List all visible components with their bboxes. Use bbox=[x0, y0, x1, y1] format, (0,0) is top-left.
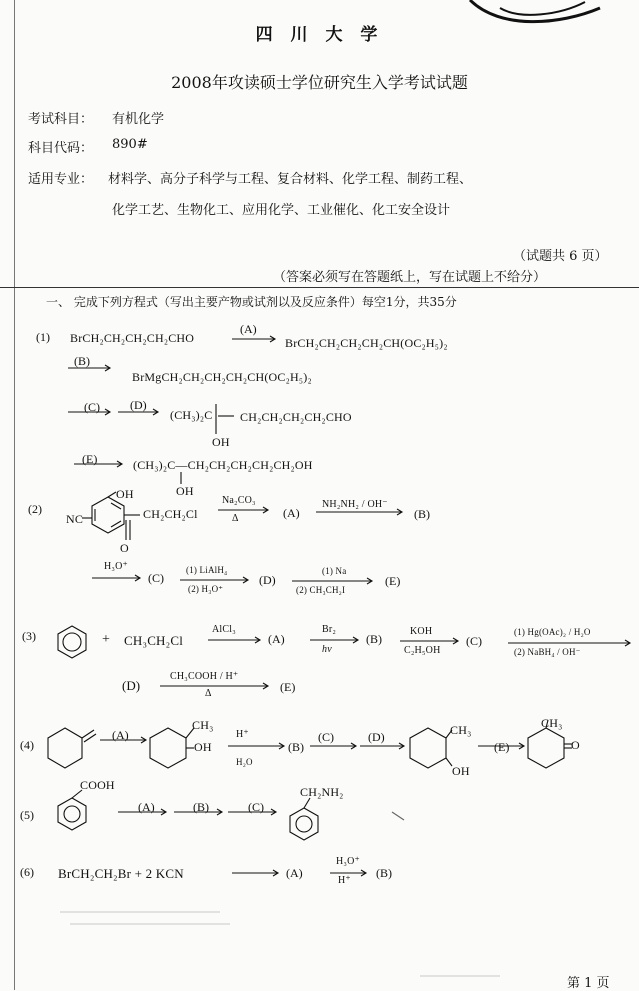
q1-label-e: (E) bbox=[82, 452, 98, 466]
q3-catalyst: AlCl₃ bbox=[212, 624, 236, 635]
q4-acid: H⁺ bbox=[236, 729, 249, 740]
q2-label-a: (A) bbox=[283, 506, 300, 520]
q1-product-3b: CH₂CH₂CH₂CH₂CHO bbox=[240, 410, 352, 424]
q4-label-d: (D) bbox=[368, 730, 385, 744]
q1-label-a: (A) bbox=[240, 322, 257, 336]
q1-number: (1) bbox=[36, 330, 50, 344]
q3-koh: KOH bbox=[410, 626, 433, 637]
page-number: 第 1 页 bbox=[567, 976, 610, 991]
q3-label-e: (E) bbox=[280, 680, 296, 694]
q3-light: hν bbox=[322, 644, 332, 655]
subject-label: 考试科目： bbox=[28, 112, 94, 127]
q2-nitrile: NC bbox=[66, 512, 84, 526]
q4-methyl-1: CH₃ bbox=[192, 718, 214, 732]
q2-label-d: (D) bbox=[259, 573, 276, 587]
q6-number: (6) bbox=[20, 865, 34, 879]
q3-reagent-3: CH₃COOH / H⁺ bbox=[170, 671, 239, 682]
q1-product-1: BrCH₂CH₂CH₂CH₂CH(OC₂H₅)₂ bbox=[285, 336, 448, 350]
majors-line-1: 材料学、高分子科学与工程、复合材料、化学工程、制药工程、 bbox=[108, 172, 473, 187]
q3-bromine: Br₂ bbox=[322, 624, 337, 635]
q2-hydroxyl: OH bbox=[116, 487, 134, 501]
q4-label-b: (B) bbox=[288, 740, 304, 754]
q2-number: (2) bbox=[28, 502, 42, 516]
q3-plus: + bbox=[102, 632, 110, 647]
q5-label-b: (B) bbox=[193, 800, 209, 814]
q3-label-a: (A) bbox=[268, 632, 285, 646]
q2-reagent-1: Na₂CO₃ bbox=[222, 495, 256, 506]
q4-methyl-2: CH₃ bbox=[450, 723, 472, 737]
q4-water: H₂O bbox=[236, 757, 253, 767]
q6-equation: BrCH₂CH₂Br + 2 KCN bbox=[58, 866, 184, 881]
q1-product-3a: (CH₃)₂C bbox=[170, 408, 213, 422]
q3-label-b: (B) bbox=[366, 632, 382, 646]
q1-product-4: (CH₃)₂C—CH₂CH₂CH₂CH₂CH₂OH bbox=[133, 458, 313, 472]
q5-label-c: (C) bbox=[248, 800, 264, 814]
q3-reagent: CH₃CH₂Cl bbox=[124, 633, 184, 648]
q3-label-d: (D) bbox=[122, 678, 141, 693]
q1-start: BrCH₂CH₂CH₂CH₂CHO bbox=[70, 331, 195, 345]
q2-reagent-4b: (2) CH₃CH₂I bbox=[296, 585, 346, 595]
q6-label-a: (A) bbox=[286, 866, 303, 880]
q4-hydroxyl-2: OH bbox=[452, 764, 470, 778]
q5-label-a: (A) bbox=[138, 800, 155, 814]
q4-number: (4) bbox=[20, 738, 34, 752]
q2-side-chain: CH₂CH₂Cl bbox=[143, 507, 198, 521]
section-title: 一、 完成下列方程式（写出主要产物或试剂以及反应条件）每空1分，共35分 bbox=[46, 295, 457, 309]
q4-label-a: (A) bbox=[112, 728, 129, 742]
q5-carboxyl: COOH bbox=[80, 778, 115, 792]
q2-heat-1: Δ bbox=[232, 513, 239, 524]
q2-acid: H₃O⁺ bbox=[104, 561, 129, 572]
q2-label-b: (B) bbox=[414, 507, 430, 521]
subject-value: 有机化学 bbox=[112, 112, 165, 127]
q3-reagent-1: (1) Hg(OAc)₂ / H₂O bbox=[514, 627, 591, 637]
q6-acid: H⁺ bbox=[338, 875, 351, 886]
q1-product-4-oh: OH bbox=[176, 484, 194, 498]
q2-reagent-3b: (2) H₃O⁺ bbox=[188, 584, 224, 594]
q3-reagent-2: (2) NaBH₄ / OH⁻ bbox=[514, 647, 581, 657]
q6-hydrolysis: H₃O⁺ bbox=[336, 856, 361, 867]
q3-ethanol: C₂H₅OH bbox=[404, 645, 441, 656]
code-label: 科目代码： bbox=[28, 141, 94, 156]
q4-hydroxyl-1: OH bbox=[194, 740, 212, 754]
q1-label-c: (C) bbox=[84, 400, 100, 414]
q3-label-c: (C) bbox=[466, 634, 482, 648]
q3-heat: Δ bbox=[205, 688, 212, 699]
q1-label-d: (D) bbox=[130, 398, 147, 412]
q6-label-b: (B) bbox=[376, 866, 392, 880]
q5-number: (5) bbox=[20, 808, 34, 822]
answer-note: （答案必须写在答题纸上，写在试题上不给分） bbox=[273, 270, 547, 285]
q2-label-e: (E) bbox=[385, 574, 401, 588]
majors-line-2: 化学工艺、生物化工、应用化学、工业催化、化工安全设计 bbox=[112, 203, 451, 218]
q2-label-c: (C) bbox=[148, 571, 164, 585]
q1-product-3-oh: OH bbox=[212, 435, 230, 449]
q2-reagent-4a: (1) Na bbox=[322, 566, 347, 576]
exam-title: 2008年攻读硕士学位研究生入学考试试题 bbox=[171, 73, 468, 92]
q4-label-c: (C) bbox=[318, 730, 334, 744]
code-value: 890# bbox=[112, 137, 148, 152]
q4-methyl-3: CH₃ bbox=[541, 716, 563, 730]
q4-ketone-o: O bbox=[571, 738, 580, 752]
q1-product-2: BrMgCH₂CH₂CH₂CH₂CH(OC₂H₅)₂ bbox=[132, 370, 312, 384]
q2-ketone-o: O bbox=[120, 541, 129, 555]
q5-product: CH₂NH₂ bbox=[300, 785, 344, 799]
pages-note: （试题共 6 页） bbox=[513, 249, 608, 264]
q2-reagent-3a: (1) LiAlH₄ bbox=[186, 565, 228, 575]
q4-label-e: (E) bbox=[494, 740, 510, 754]
q1-label-b: (B) bbox=[74, 354, 90, 368]
q2-reagent-2: NH₂NH₂ / OH⁻ bbox=[322, 499, 388, 510]
q3-number: (3) bbox=[22, 629, 36, 643]
university-name: 四 川 大 学 bbox=[255, 25, 384, 45]
majors-label: 适用专业： bbox=[28, 172, 94, 187]
